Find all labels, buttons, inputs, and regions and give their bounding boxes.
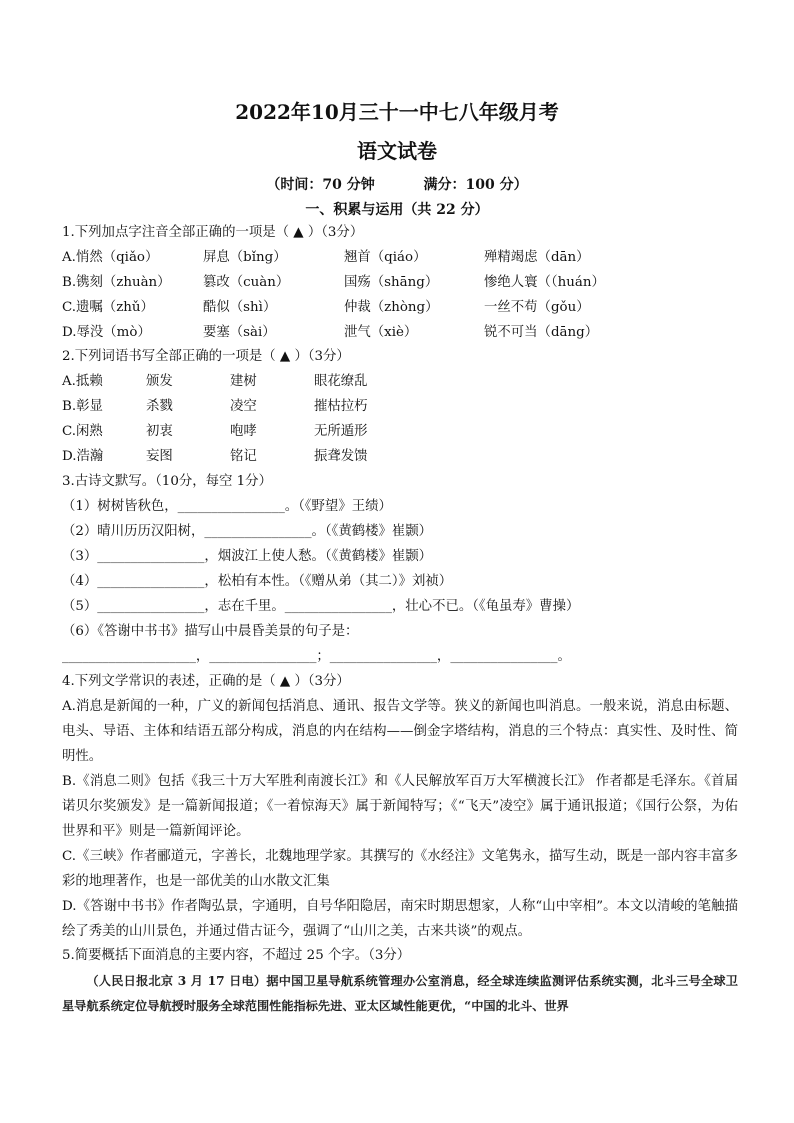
option-cell: 振聋发馈 (314, 449, 368, 464)
question-2-option-b (62, 395, 738, 419)
question-4-option-a: A.消息是新闻的一种，广义的新闻包括消息、通讯、报告文学等。狭义的新闻也叫消息。一般来说，消息由标题、电头、导语、主体和结语五部分构成，消息的内在结构——倒金字塔结构，消息的三个特点：真实性、及时性、简明性。 (62, 699, 738, 764)
question-4-option-b: B.《消息二则》包括《我三十万大军胜利南渡长江》和《人民解放军百万大军横渡长江》 作者都是毛泽东。《首届诺贝尔奖颁发》是一篇新闻报道；《一着惊海天》属于新闻特写；《“飞天”凌空》属于通讯报道；《国行公祭，为佑世界和平》则是一篇新闻评论。 (62, 774, 738, 839)
option-cell: 一丝不苟（gǒu） (484, 300, 590, 315)
option-cell: A.抵赖 (62, 374, 103, 389)
option-cell: 惨绝人寰（（huán） (484, 275, 605, 290)
question-1-option-d (62, 321, 738, 345)
option-cell: D.浩瀚 (62, 449, 104, 464)
question-2-option-d (62, 445, 738, 469)
question-3-item: （2）晴川历历汉阳树，________________。（《黄鹤楼》崔颢） (62, 524, 433, 539)
question-1-option-b (62, 271, 738, 295)
option-cell: D.辱没（mò） (62, 325, 151, 340)
option-cell: 眼花缭乱 (314, 374, 368, 389)
exam-title: 2022年10月三十一中七八年级月考 (235, 100, 559, 124)
question-2-option-a (62, 370, 738, 394)
question-3-item: （1）树树皆秋色，________________。（《野望》王绩） (62, 499, 392, 514)
option-cell: B.镌刻（zhuàn） (62, 275, 171, 290)
option-cell: A.悄然（qiǎo） (62, 250, 159, 265)
option-cell: 建树 (230, 374, 257, 389)
option-cell: 仲裁（zhòng） (344, 300, 439, 315)
option-cell: 国殇（shāng） (344, 275, 439, 290)
question-3-item: （3）________________，烟波江上使人愁。（《黄鹤楼》崔颢） (62, 549, 433, 564)
exam-subtitle: 语文试卷 (357, 139, 437, 163)
option-cell: 殚精竭虑（dān） (484, 250, 590, 265)
option-cell: 屏息（bǐng） (203, 250, 287, 265)
option-cell: C.遗嘱（zhǔ） (62, 300, 154, 315)
question-4-option-c: C.《三峡》作者郦道元，字善长，北魏地理学家。其撰写的《水经注》文笔隽永，描写生动，既是一部内容丰富多彩的地理著作，也是一部优美的山水散文汇集 (62, 849, 738, 889)
question-5-stem: 5.简要概括下面消息的主要内容，不超过 25 个字。（3分） (62, 948, 411, 963)
option-cell: 颁发 (146, 374, 173, 389)
question-4-option-d: D.《答谢中书书》作者陶弘景，字通明，自号华阳隐居，南宋时期思想家，人称“山中宰相”。本文以清峻的笔触描绘了秀美的山川景色，并通过借古证今，强调了“山川之美，古来共谈”的观点。 (62, 899, 738, 939)
question-4-stem: 4.下列文学常识的表述，正确的是（ ▲ ）（3分） (62, 674, 350, 689)
option-cell: 酷似（shì） (203, 300, 277, 315)
option-cell: 翘首（qiáo） (344, 250, 427, 265)
option-cell: 锐不可当（dāng） (484, 325, 599, 340)
option-cell: C.闲熟 (62, 424, 103, 439)
question-3-stem: 3.古诗文默写。（10分，每空 1分） (62, 474, 272, 489)
question-3-item: （6）《答谢中书书》描写山中晨昏美景的句子是： (62, 624, 359, 639)
option-cell: B.彰显 (62, 399, 103, 414)
question-2-stem: 2.下列词语书写全部正确的一项是（ ▲ ）（3分） (62, 349, 350, 364)
question-3-item: （5）________________，志在千里。________________，壮心不已。（《龟虽寿》曹操） (62, 599, 580, 614)
question-2-option-c (62, 420, 738, 444)
option-cell: 妄图 (146, 449, 173, 464)
option-cell: 泄气（xiè） (344, 325, 418, 340)
question-3-blanks: ____________________，________________；________________，________________。 (62, 649, 571, 664)
question-3-item: （4）________________，松柏有本性。（《赠从弟（其二）》刘祯） (62, 574, 453, 589)
option-cell: 初衷 (146, 424, 173, 439)
option-cell: 凌空 (230, 399, 257, 414)
option-cell: 杀戮 (146, 399, 173, 414)
exam-meta: （时间：70 分钟 满分：100 分） (266, 177, 528, 193)
question-1-option-a (62, 246, 738, 270)
option-cell: 咆哮 (230, 424, 257, 439)
news-passage: （人民日报北京 3 月 17 日电）据中国卫星导航系统管理办公室消息，经全球连续监测评估系统实测，北斗三号全球卫星导航系统定位导航授时服务全球范围性能指标先进、亚太区域性能更优，“中国的北斗、世界 (62, 974, 738, 1013)
option-cell: 摧枯拉朽 (314, 399, 368, 414)
option-cell: 铭记 (230, 449, 257, 464)
option-cell: 要塞（sài） (203, 325, 276, 340)
question-1-option-c (62, 296, 738, 320)
option-cell: 无所遁形 (314, 424, 368, 439)
option-cell: 篡改（cuàn） (203, 275, 290, 290)
section-heading: 一、积累与运用（共 22 分） (305, 202, 489, 218)
question-1-stem: 1.下列加点字注音全部正确的一项是（ ▲ ）（3分） (62, 225, 364, 240)
